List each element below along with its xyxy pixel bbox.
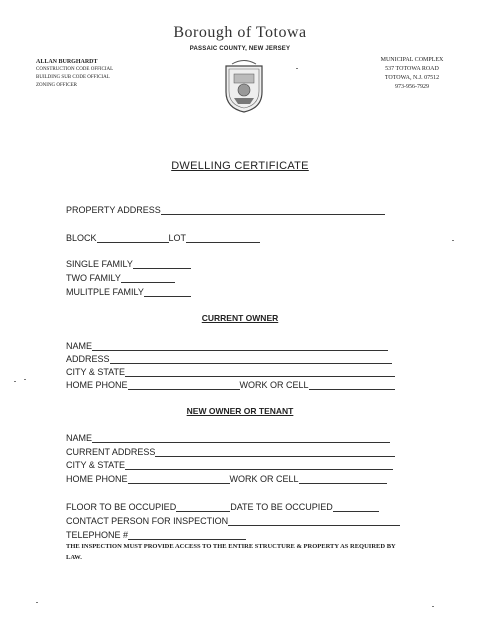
floor-line[interactable] (176, 503, 230, 512)
new-phone-field[interactable] (66, 474, 387, 484)
scan-speck (296, 68, 298, 69)
floor-label: FLOOR TO BE OCCUPIED (66, 502, 177, 512)
lot-label: LOT (168, 233, 187, 243)
property-address-label: PROPERTY ADDRESS (66, 205, 161, 215)
contact-label: CONTACT PERSON FOR INSPECTION (66, 516, 229, 526)
owner-city-line[interactable] (125, 368, 395, 377)
inspection-notice: THE INSPECTION MUST PROVIDE ACCESS TO THE ENTIRE STRUCTURE & PROPERTY AS REQUIRED BY LAW. (66, 543, 396, 561)
multiple-family-label: MULITPLE FAMILY (66, 287, 144, 297)
owner-address-field[interactable] (66, 354, 392, 364)
owner-address-line[interactable] (110, 355, 392, 364)
owner-work-cell-label: WORK OR CELL (239, 380, 309, 390)
owner-home-phone-label: HOME PHONE (66, 380, 128, 390)
telephone-line[interactable] (128, 531, 246, 540)
official-title-2: BUILDING SUB CODE OFFICIAL (36, 75, 110, 80)
document-title: DWELLING CERTIFICATE (171, 160, 309, 172)
scan-speck (432, 606, 434, 607)
owner-name-line[interactable] (92, 342, 388, 351)
single-family-line[interactable] (133, 260, 191, 269)
two-family-field[interactable] (66, 273, 175, 283)
complex-name: MUNICIPAL COMPLEX (380, 57, 444, 63)
contact-line[interactable] (228, 517, 400, 526)
new-name-field[interactable] (66, 433, 390, 443)
scan-speck (36, 602, 38, 603)
scan-speck (452, 240, 454, 241)
owner-home-phone-line[interactable] (128, 381, 240, 390)
new-address-field[interactable] (66, 447, 395, 457)
scan-speck (24, 379, 26, 380)
owner-phone-field[interactable] (66, 380, 395, 390)
new-home-phone-label: HOME PHONE (66, 474, 128, 484)
block-label: BLOCK (66, 233, 97, 243)
lot-line[interactable] (186, 234, 260, 243)
owner-city-field[interactable] (66, 367, 395, 377)
property-address-line[interactable] (161, 206, 385, 215)
phone-number: 973-956-7929 (395, 84, 429, 90)
new-name-line[interactable] (92, 434, 390, 443)
two-family-line[interactable] (121, 274, 175, 283)
new-name-label: NAME (66, 433, 93, 443)
owner-name-field[interactable] (66, 341, 388, 351)
official-title-3: ZONING OFFICER (36, 83, 77, 88)
city-zip: TOTOWA, N.J. 07512 (384, 75, 440, 81)
official-title-1: CONSTRUCTION CODE OFFICIAL (36, 67, 114, 72)
scan-speck (14, 381, 16, 382)
floor-date-field[interactable] (66, 502, 379, 512)
multiple-family-field[interactable] (66, 287, 191, 297)
new-city-line[interactable] (125, 461, 393, 470)
new-owner-heading: NEW OWNER OR TENANT (186, 406, 294, 416)
new-home-phone-line[interactable] (128, 475, 230, 484)
address-block (368, 56, 456, 92)
county-line: PASSAIC COUNTY, NEW JERSEY (189, 46, 291, 52)
contact-field[interactable] (66, 516, 400, 526)
new-address-line[interactable] (155, 448, 395, 457)
new-city-label: CITY & STATE (66, 460, 126, 470)
single-family-field[interactable] (66, 259, 191, 269)
owner-work-cell-line[interactable] (309, 381, 395, 390)
date-line[interactable] (333, 503, 379, 512)
street-address: 537 TOTOWA ROAD (385, 66, 439, 72)
current-owner-heading: CURRENT OWNER (201, 313, 279, 323)
owner-city-label: CITY & STATE (66, 367, 126, 377)
block-lot-field[interactable] (66, 233, 260, 243)
new-address-label: CURRENT ADDRESS (66, 447, 156, 457)
telephone-label: TELEPHONE # (66, 530, 129, 540)
owner-address-label: ADDRESS (66, 354, 110, 364)
owner-name-label: NAME (66, 341, 93, 351)
property-address-field[interactable] (66, 205, 385, 215)
official-block (36, 58, 113, 90)
new-city-field[interactable] (66, 460, 393, 470)
single-family-label: SINGLE FAMILY (66, 259, 133, 269)
multiple-family-line[interactable] (144, 288, 191, 297)
two-family-label: TWO FAMILY (66, 273, 121, 283)
official-name: ALLAN BURGHARDT (36, 59, 98, 65)
borough-title: Borough of Totowa (173, 24, 307, 41)
date-label: DATE TO BE OCCUPIED (230, 502, 333, 512)
block-line[interactable] (97, 234, 169, 243)
borough-seal-icon (222, 58, 266, 114)
telephone-field[interactable] (66, 530, 246, 540)
new-work-cell-line[interactable] (299, 475, 387, 484)
new-work-cell-label: WORK OR CELL (229, 474, 299, 484)
